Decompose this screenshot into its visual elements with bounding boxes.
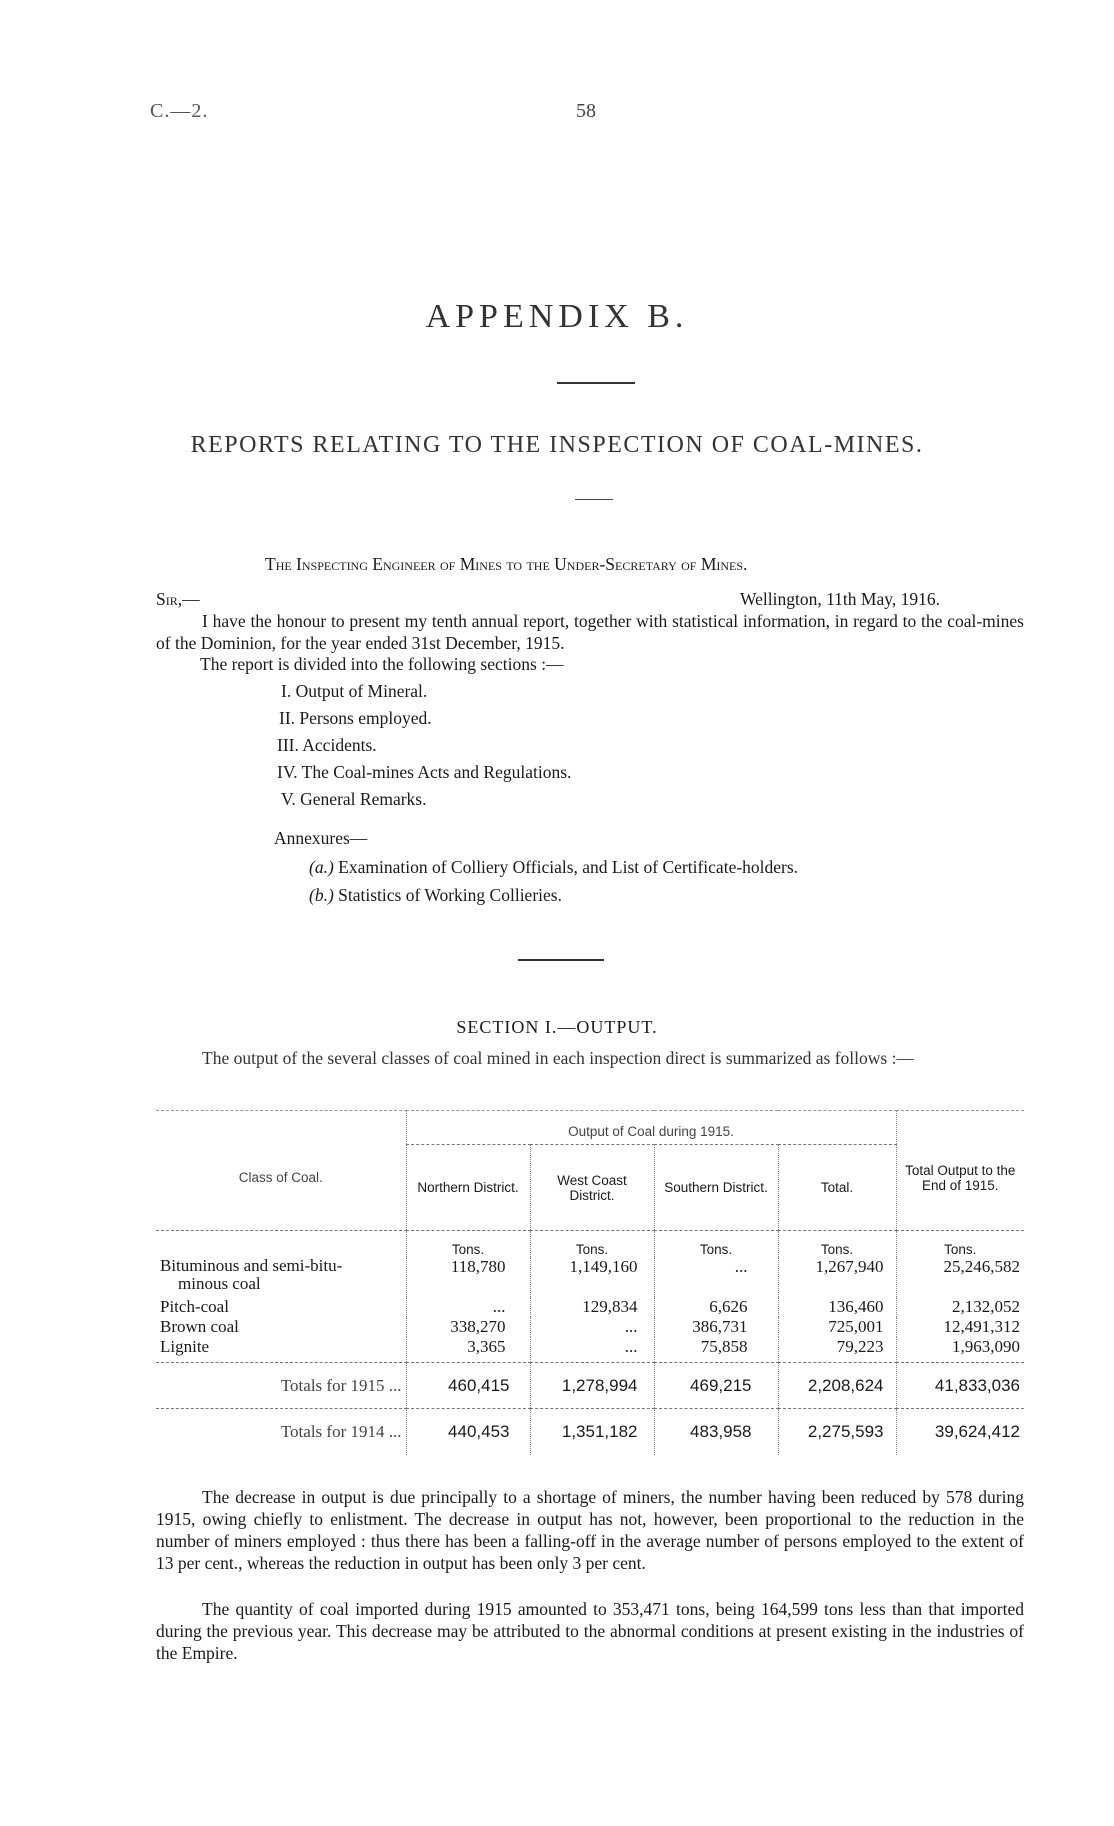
annexure-number: (a.) bbox=[309, 857, 334, 877]
sections-intro: The report is divided into the following sections :— bbox=[200, 654, 564, 674]
list-item bbox=[277, 734, 571, 761]
units-row bbox=[156, 1231, 1024, 1257]
southern-header: Southern District. bbox=[654, 1145, 778, 1231]
report-subtitle: REPORTS RELATING TO THE INSPECTION OF COAL-MINES. bbox=[190, 432, 924, 458]
section-label: Persons employed. bbox=[299, 708, 432, 728]
cell-end: 1,963,090 bbox=[896, 1337, 1024, 1363]
section-number: II. bbox=[279, 708, 296, 728]
cell-southern: 75,858 bbox=[654, 1337, 778, 1363]
section-intro bbox=[156, 1047, 1024, 1069]
row-label: Lignite bbox=[160, 1336, 210, 1356]
row-label: Pitch-coal bbox=[160, 1296, 229, 1316]
totals-label: Totals for 1914 ... bbox=[280, 1421, 402, 1441]
intro-paragraph-text: I have the honour to present my tenth annual report, together with statistical information, in regard to the coal-mines of the Dominion, for the year ended 31st December, 1915. bbox=[156, 611, 1024, 653]
cell-total: 2,208,624 bbox=[778, 1363, 896, 1409]
closing-paragraph-text: The quantity of coal imported during 1915 amounted to 353,471 tons, being 164,599 tons less than that imported during the previous year. This decrease may be attributed to the abnormal conditions at present existing in the industries of the Empire. bbox=[156, 1599, 1024, 1663]
section-label: The Coal-mines Acts and Regulations. bbox=[301, 762, 572, 782]
cell-end: 25,246,582 bbox=[896, 1257, 1024, 1297]
section-number: V. bbox=[281, 789, 296, 809]
letter-address: The Inspecting Engineer of Mines to the Under-Secretary of Mines. bbox=[265, 554, 748, 574]
section-intro-text: The output of the several classes of coal mined in each inspection direct is summarized as follows :— bbox=[202, 1048, 914, 1068]
table-row bbox=[156, 1317, 1024, 1337]
unit-label: Tons. bbox=[778, 1231, 896, 1257]
cell-end: 41,833,036 bbox=[896, 1363, 1024, 1409]
section-number: I. bbox=[281, 681, 292, 701]
unit-label: Tons. bbox=[530, 1231, 654, 1257]
total-header: Total. bbox=[778, 1145, 896, 1231]
coal-output-table bbox=[156, 1110, 1024, 1455]
list-item bbox=[309, 856, 798, 884]
document-code: C.—2. bbox=[150, 100, 209, 122]
annexure-label: Examination of Colliery Officials, and List of Certificate-holders. bbox=[338, 857, 799, 877]
closing-paragraph bbox=[156, 1598, 1024, 1664]
section-number: III. bbox=[277, 735, 299, 755]
unit-label: Tons. bbox=[896, 1231, 1024, 1257]
cell-total: 79,223 bbox=[778, 1337, 896, 1363]
cell-westcoast: 129,834 bbox=[530, 1297, 654, 1317]
northern-header: Northern District. bbox=[406, 1145, 530, 1231]
table-row bbox=[156, 1337, 1024, 1363]
annexures-list bbox=[309, 856, 798, 912]
cell-northern: ... bbox=[406, 1297, 530, 1317]
totals-row-1914 bbox=[156, 1409, 1024, 1455]
annexure-number: (b.) bbox=[309, 885, 334, 905]
row-label-line: Bituminous and semi-bitu- bbox=[160, 1255, 343, 1275]
title-rule bbox=[557, 382, 635, 384]
page-number: 58 bbox=[576, 100, 596, 122]
subtitle-rule bbox=[575, 499, 613, 500]
cell-westcoast: 1,278,994 bbox=[530, 1363, 654, 1409]
unit-label: Tons. bbox=[406, 1231, 530, 1257]
section-label: Output of Mineral. bbox=[295, 681, 428, 701]
totals-label: Totals for 1915 ... bbox=[280, 1375, 402, 1395]
cell-northern: 440,453 bbox=[406, 1409, 530, 1455]
cell-northern: 3,365 bbox=[406, 1337, 530, 1363]
section-number: IV. bbox=[277, 762, 298, 782]
table-row bbox=[156, 1297, 1024, 1317]
cell-total: 1,267,940 bbox=[778, 1257, 896, 1297]
list-item bbox=[279, 707, 571, 734]
cell-westcoast: 1,351,182 bbox=[530, 1409, 654, 1455]
annexures-title: Annexures— bbox=[274, 828, 368, 848]
list-item bbox=[277, 761, 571, 788]
cell-total: 2,275,593 bbox=[778, 1409, 896, 1455]
class-of-coal-header: Class of Coal. bbox=[238, 1170, 323, 1185]
sections-list bbox=[277, 680, 572, 815]
salutation: Sir,— bbox=[156, 589, 200, 609]
cell-northern: 118,780 bbox=[406, 1257, 530, 1297]
closing-paragraph-text: The decrease in output is due principally to a shortage of miners, the number having been reduced by 578 during 1915, owing chiefly to enlistment. The decrease in output has not, however, been proportional to the reduction in the number of miners employed : thus there has been a falling-off in the average number of persons employed to the extent of 13 per cent., whereas the reduction in output has been only 3 per cent. bbox=[156, 1487, 1024, 1573]
cell-westcoast: 1,149,160 bbox=[530, 1257, 654, 1297]
dateline: Wellington, 11th May, 1916. bbox=[740, 589, 940, 609]
cell-northern: 460,415 bbox=[406, 1363, 530, 1409]
row-label bbox=[156, 1257, 406, 1297]
cell-end: 12,491,312 bbox=[896, 1317, 1024, 1337]
intro-paragraph bbox=[156, 610, 1024, 654]
cell-total: 725,001 bbox=[778, 1317, 896, 1337]
cell-southern: 469,215 bbox=[654, 1363, 778, 1409]
cell-total: 136,460 bbox=[778, 1297, 896, 1317]
section-divider bbox=[518, 959, 604, 961]
cell-westcoast: ... bbox=[530, 1337, 654, 1363]
unit-label: Tons. bbox=[654, 1231, 778, 1257]
cell-end: 2,132,052 bbox=[896, 1297, 1024, 1317]
section-label: General Remarks. bbox=[300, 789, 427, 809]
appendix-title: APPENDIX B. bbox=[425, 298, 689, 335]
section-heading: SECTION I.—OUTPUT. bbox=[456, 1017, 658, 1037]
cell-southern: 6,626 bbox=[654, 1297, 778, 1317]
cell-southern: 483,958 bbox=[654, 1409, 778, 1455]
cell-westcoast: ... bbox=[530, 1317, 654, 1337]
row-label-line: minous coal bbox=[178, 1273, 261, 1293]
section-label: Accidents. bbox=[302, 735, 377, 755]
cell-northern: 338,270 bbox=[406, 1317, 530, 1337]
list-item bbox=[309, 884, 798, 912]
list-item bbox=[281, 788, 571, 815]
list-item bbox=[281, 680, 571, 707]
cell-end: 39,624,412 bbox=[896, 1409, 1024, 1455]
table-row bbox=[156, 1257, 1024, 1297]
westcoast-header: West Coast District. bbox=[530, 1145, 654, 1231]
totals-row-1915 bbox=[156, 1363, 1024, 1409]
cell-southern: ... bbox=[654, 1257, 778, 1297]
output-group-header: Output of Coal during 1915. bbox=[406, 1111, 896, 1145]
row-label: Brown coal bbox=[160, 1316, 239, 1336]
annexure-label: Statistics of Working Collieries. bbox=[338, 885, 562, 905]
closing-paragraph bbox=[156, 1486, 1024, 1574]
end-total-header: Total Output to the End of 1915. bbox=[896, 1111, 1024, 1231]
cell-southern: 386,731 bbox=[654, 1317, 778, 1337]
